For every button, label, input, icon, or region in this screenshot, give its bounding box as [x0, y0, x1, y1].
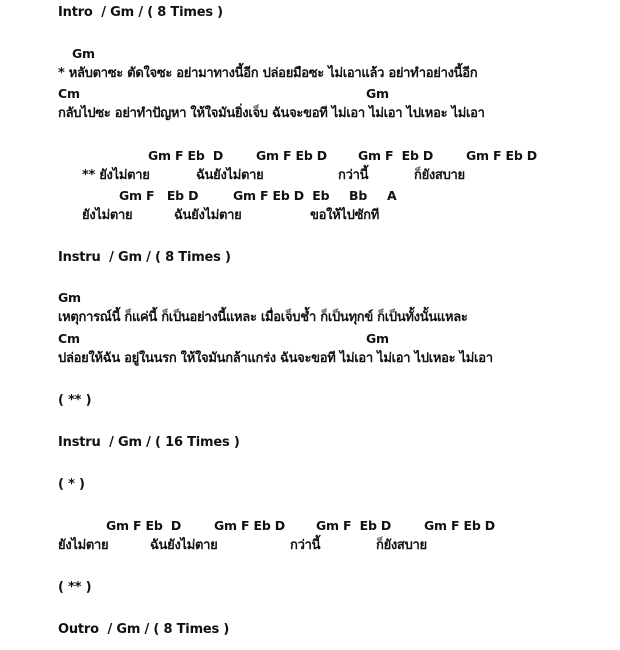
outro-heading: Outro / Gm / ( 8 Times ) [58, 622, 230, 637]
chord-group: Gm F Eb D [106, 518, 182, 533]
chord-line: Gm [366, 86, 389, 101]
lyric-segment: ฉันยังไม่ตาย [174, 208, 242, 223]
repeat-verse-marker: ( * ) [58, 477, 85, 492]
lyric-line: กลับไปซะ อย่าทำปัญหา ให้ใจมันยิ่งเจ็บ ฉันจะขอที ไม่เอา ไม่เอา ไปเหอะ ไม่เอา [58, 106, 485, 121]
chord-group: Gm F Eb D [358, 148, 434, 163]
lyric-segment: ** ยังไม่ตาย [82, 168, 150, 183]
chord-group: Gm F Eb D [424, 518, 495, 533]
lyric-segment: ฉันยังไม่ตาย [150, 538, 218, 553]
lyric-segment: ก็ยังสบาย [376, 538, 427, 553]
instru-heading: Instru / Gm / ( 16 Times ) [58, 435, 240, 450]
chord-group: Bb [349, 188, 368, 203]
chord-group: Gm F Eb D [256, 148, 327, 163]
chord-group: Gm F Eb D [316, 518, 392, 533]
lyric-segment: ยังไม่ตาย [82, 208, 133, 223]
lyric-segment: ขอให้ไปซักที [310, 208, 379, 223]
chord-group: A [387, 188, 397, 203]
repeat-chorus-marker: ( ** ) [58, 393, 92, 408]
lyric-segment: ยังไม่ตาย [58, 538, 109, 553]
instru-heading: Instru / Gm / ( 8 Times ) [58, 250, 231, 265]
intro-heading: Intro / Gm / ( 8 Times ) [58, 5, 223, 20]
chord-group: Gm F Eb D [119, 188, 199, 203]
lyric-segment: กว่านี้ [290, 538, 321, 553]
lyric-line: เหตุการณ์นี้ ก็แค่นี้ ก็เป็นอย่างนี้แหละ เมื่อเจ็บช้ำ ก็เป็นทุกข์ ก็เป็นทั้งนั้นแหละ [58, 310, 468, 325]
chord-group: Gm F Eb D [466, 148, 537, 163]
chord-group: Gm F Eb D Eb [233, 188, 330, 203]
repeat-chorus-marker: ( ** ) [58, 580, 92, 595]
chord-group: Gm F Eb D [214, 518, 285, 533]
chord-line: Gm [58, 290, 81, 305]
chord-line: Cm [58, 331, 80, 346]
lyric-line: * หลับตาซะ ตัดใจซะ อย่ามาทางนี้อีก ปล่อยมือซะ ไม่เอาแล้ว อย่าทำอย่างนี้อีก [58, 66, 478, 81]
chord-line: Gm [366, 331, 389, 346]
lyric-segment: ก็ยังสบาย [414, 168, 465, 183]
lyric-segment: กว่านี้ [338, 168, 369, 183]
lyric-line: ปล่อยให้ฉัน อยู่ในนรก ให้ใจมันกล้าแกร่ง ฉันจะขอที ไม่เอา ไม่เอา ไปเหอะ ไม่เอา [58, 351, 493, 366]
lyric-segment: ฉันยังไม่ตาย [196, 168, 264, 183]
chord-line: Cm [58, 86, 80, 101]
chord-line: Gm [72, 46, 95, 61]
chord-group: Gm F Eb D [148, 148, 224, 163]
